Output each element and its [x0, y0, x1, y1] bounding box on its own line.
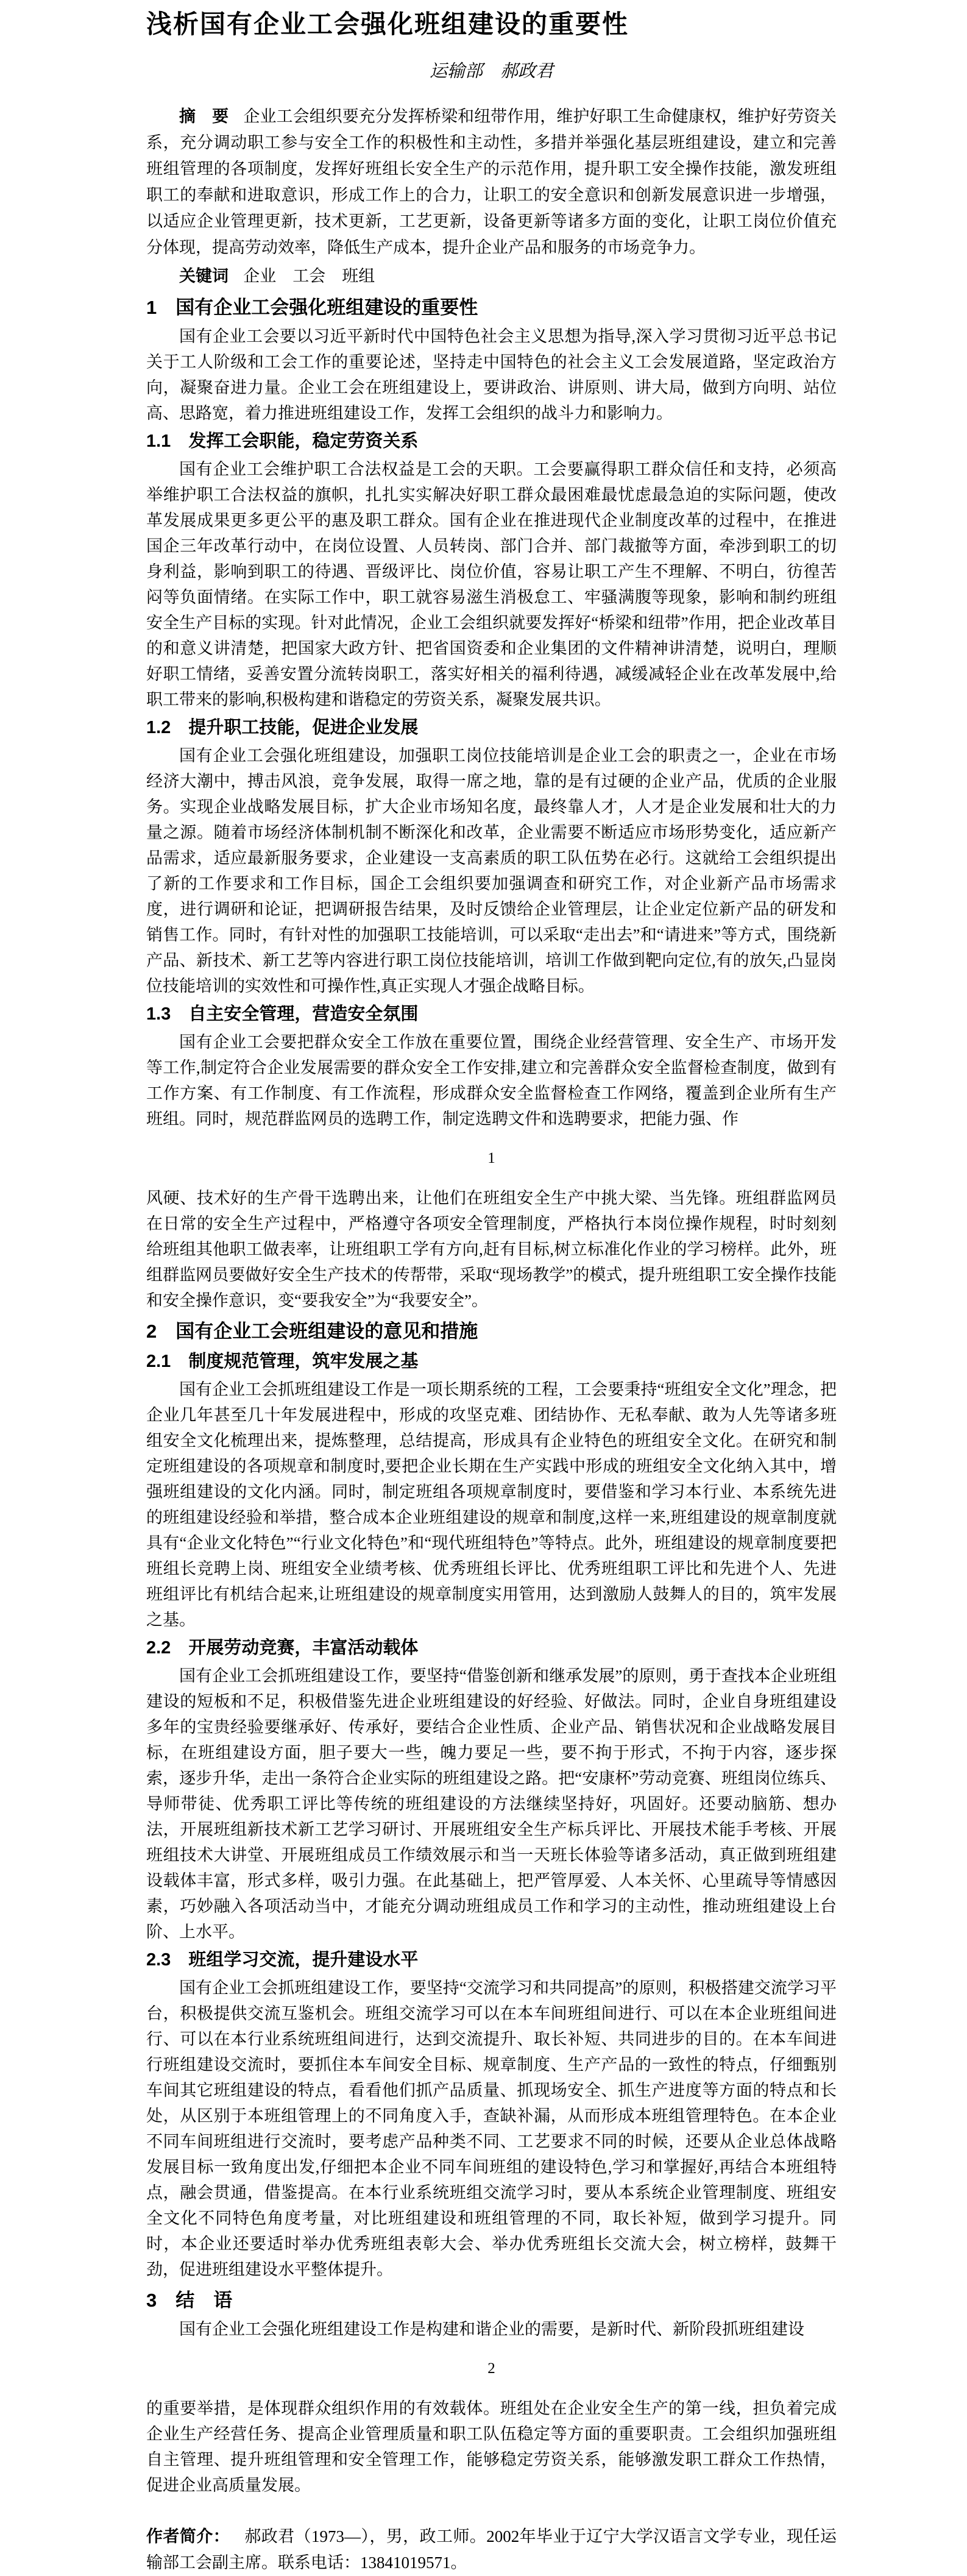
section-1-3-heading: 1.3 自主安全管理，营造安全氛围 — [146, 1004, 419, 1024]
section-1-intro: 国有企业工会要以习近平新时代中国特色社会主义思想为指导,深入学习贯彻习近平总书记关于工人阶级和工会工作的重要论述，坚持走中国特色的社会主义工会发展道路，坚定政治方向，凝聚奋进力量。企业工会在班组建设上，要讲政治、讲原则、讲大局，做到方向明、站位高、思路宽，着力推进班组建设工作，发挥工会组织的战斗力和影响力。 — [146, 327, 837, 422]
keywords-line — [146, 263, 837, 289]
section-2-1-heading: 2.1 制度规范管理，筑牢发展之基 — [146, 1352, 419, 1371]
section-2-3-body: 国有企业工会抓班组建设工作，要坚持“交流学习和共同提高”的原则，积极搭建交流学习平台，积极提供交流互鉴机会。班组交流学习可以在本车间班组间进行、可以在本企业班组间进行、可以在本行业系统班组间进行，达到交流提升、取长补短、共同进步的目的。在本车间进行班组建设交流时，要抓住本车间安全目标、规章制度、生产产品的一致性的特点，仔细甄别车间其它班组建设的特点，看看他们抓产品质量、抓现场安全、抓生产进度等方面的特点和长处，从区别于本班组管理上的不同角度入手，查缺补漏，从而形成本班组管理特色。在本企业不同车间班组进行交流时，要考虑产品种类不同、工艺要求不同的时候，还要从企业总体战略发展目标一致角度出发,仔细把本企业不同车间班组的建设特色,学习和掌握好,再结合本班组特点，融会贯通，借鉴提高。在本行业系统班组交流学习时，要从本系统企业管理制度、班组安全文化不同特色角度考量，对比班组建设和班组管理的不同，取长补短，做到学习提升。同时，本企业还要适时举办优秀班组表彰大会、举办优秀班组长交流大会，树立榜样，鼓舞干劲，促进班组建设水平整体提升。 — [146, 1979, 837, 2279]
section-3-body: 国有企业工会强化班组建设工作是构建和谐企业的需要，是新时代、新阶段抓班组建设 — [179, 2320, 804, 2338]
abstract-paragraph — [146, 104, 837, 261]
author-bio-label: 作者简介： — [146, 2527, 230, 2546]
author-bio — [146, 2524, 837, 2576]
section-2-2-heading: 2.2 开展劳动竞赛，丰富活动载体 — [146, 1638, 419, 1658]
document-title: 浅析国有企业工会强化班组建设的重要性 — [146, 10, 629, 38]
author-line: 运输部 郝政君 — [429, 62, 553, 81]
abstract-text: 企业工会组织要充分发挥桥梁和纽带作用，维护好职工生命健康权，维护好劳资关系，充分调动职工参与安全工作的积极性和主动性，多措并举强化基层班组建设，建立和完善班组管理的各项制度，发挥好班组长安全生产的示范作用，提升职工安全操作技能，激发班组职工的奉献和进取意识，形成工作上的合力，让职工的安全意识和创新发展意识进一步增强，以适应企业管理更新，技术更新，工艺更新，设备更新等诸多方面的变化，让职工岗位价值充分体现，提高劳动效率，降低生产成本，提升企业产品和服务的市场竞争力。 — [146, 107, 837, 257]
page-number-2: 2 — [487, 2360, 495, 2377]
section-1-2-heading: 1.2 提升职工技能，促进企业发展 — [146, 718, 419, 737]
section-2-3-heading: 2.3 班组学习交流，提升建设水平 — [146, 1950, 419, 1970]
page-number-1: 1 — [487, 1150, 495, 1166]
section-1-heading: 1 国有企业工会强化班组建设的重要性 — [146, 297, 478, 318]
keywords-label: 关键词 — [179, 267, 228, 285]
section-1-3-body: 国有企业工会要把群众安全工作放在重要位置，围绕企业经营管理、安全生产、市场开发等工作,制定符合企业发展需要的群众安全工作安排,建立和完善群众安全监督检查制度，做到有工作方案、有工作制度、有工作流程，形成群众安全监督检查工作网络，覆盖到企业所有生产班组。同时，规范群监网员的选聘工作，制定选聘文件和选聘要求，把能力强、作 — [146, 1033, 837, 1128]
section-1-3-body-continued: 风硬、技术好的生产骨干选聘出来，让他们在班组安全生产中挑大梁、当先锋。班组群监网员在日常的安全生产过程中，严格遵守各项安全管理制度，严格执行本岗位操作规程，时时刻刻给班组其他职工做表率，让班组职工学有方向,赶有目标,树立标准化作业的学习榜样。此外，班组群监网员要做好安全生产技术的传帮带，采取“现场教学”的模式，提升班组职工安全操作技能和安全操作意识，变“要我安全”为“我要安全”。 — [146, 1189, 837, 1310]
section-3-heading: 3 结 语 — [146, 2290, 233, 2311]
section-1-2-body: 国有企业工会强化班组建设，加强职工岗位技能培训是企业工会的职责之一，企业在市场经济大潮中，搏击风浪，竞争发展，取得一席之地，靠的是有过硬的企业产品，优质的企业服务。实现企业战略发展目标，扩大企业市场知名度，最终靠人才，人才是企业发展和壮大的力量之源。随着市场经济体制机制不断深化和改革，企业需要不断适应市场形势变化，适应新产品需求，适应最新服务要求，企业建设一支高素质的职工队伍势在必行。这就给工会组织提出了新的工作要求和工作目标，国企工会组织要加强调查和研究工作，对企业新产品市场需求度，进行调研和论证，把调研报告结果，及时反馈给企业管理层，让企业定位新产品的研发和销售工作。同时，有针对性的加强职工技能培训，可以采取“走出去”和“请进来”等方式，围绕新产品、新技术、新工艺等内容进行职工岗位技能培训，培训工作做到靶向定位,有的放矢,凸显岗位技能培训的实效性和可操作性,真正实现人才强企战略目标。 — [146, 747, 837, 995]
abstract-label: 摘 要 — [179, 107, 229, 126]
section-2-1-body: 国有企业工会抓班组建设工作是一项长期系统的工程，工会要秉持“班组安全文化”理念，把企业几年甚至几十年发展进程中，形成的攻坚克难、团结协作、无私奉献、敢为人先等诸多班组安全文化梳理出来，提炼整理，总结提高，形成具有企业特色的班组安全文化。在研究和制定班组建设的各项规章和制度时,要把企业长期在生产实践中形成的班组安全文化纳入其中，增强班组建设的文化内涵。同时，制定班组各项规章制度时，要借鉴和学习本行业、本系统先进的班组建设经验和举措，整合成本企业班组建设的规章和制度,这样一来,班组建设的规章制度就具有“企业文化特色”“行业文化特色”和“现代班组特色”等特点。此外，班组建设的规章制度要把班组长竞聘上岗、班组安全业绩考核、优秀班组长评比、优秀班组职工评比和先进个人、先进班组评比有机结合起来,让班组建设的规章制度实用管用，达到激励人鼓舞人的目的，筑牢发展之基。 — [146, 1380, 837, 1629]
section-2-heading: 2 国有企业工会班组建设的意见和措施 — [146, 1321, 478, 1342]
section-3-body-continued: 的重要举措，是体现群众组织作用的有效载体。班组处在企业安全生产的第一线，担负着完成企业生产经营任务、提高企业管理质量和职工队伍稳定等方面的重要职责。工会组织加强班组自主管理、提升班组管理和安全管理工作，能够稳定劳资关系，能够激发职工群众工作热情，促进企业高质量发展。 — [146, 2399, 837, 2494]
section-1-1-heading: 1.1 发挥工会职能，稳定劳资关系 — [146, 431, 419, 451]
keywords-text: 企业 工会 班组 — [243, 267, 375, 285]
author-bio-text: 郝政君（1973—），男，政工师。2002年毕业于辽宁大学汉语言文学专业，现任运输部工会副主席。联系电话：13841019571。 — [146, 2527, 837, 2572]
section-1-1-body: 国有企业工会维护职工合法权益是工会的天职。工会要赢得职工群众信任和支持，必须高举维护职工合法权益的旗帜，扎扎实实解决好职工群众最困难最忧虑最急迫的实际问题，使改革发展成果更多更公平的惠及职工群众。国有企业在推进现代企业制度改革的过程中，在推进国企三年改革行动中，在岗位设置、人员转岗、部门合并、部门裁撤等方面，牵涉到职工的切身利益，影响到职工的待遇、晋级评比、岗位价值，容易让职工产生不理解、不明白，彷徨苦闷等负面情绪。在实际工作中，职工就容易滋生消极怠工、牢骚满腹等现象，影响和制约班组安全生产目标的实现。针对此情况，企业工会组织就要发挥好“桥梁和纽带”作用，把企业改革目的和意义讲清楚，把国家大政方针、把省国资委和企业集团的文件精神讲清楚，说明白，理顺好职工情绪，妥善安置分流转岗职工，落实好相关的福利待遇，减缓减轻企业在改革发展中,给职工带来的影响,积极构建和谐稳定的劳资关系，凝聚发展共识。 — [146, 460, 837, 709]
section-2-2-body: 国有企业工会抓班组建设工作，要坚持“借鉴创新和继承发展”的原则，勇于查找本企业班组建设的短板和不足，积极借鉴先进企业班组建设的好经验、好做法。同时，企业自身班组建设多年的宝贵经验要继承好、传承好，要结合企业性质、企业产品、销售状况和企业战略发展目标，在班组建设方面，胆子要大一些，魄力要足一些，要不拘于形式，不拘于内容，逐步探索，逐步升华，走出一条符合企业实际的班组建设之路。把“安康杯”劳动竞赛、班组岗位练兵、导师带徒、优秀职工评比等传统的班组建设的方法继续坚持好，巩固好。还要动脑筋、想办法，开展班组新技术新工艺学习研讨、开展班组安全生产标兵评比、开展技术能手考核、开展班组技术大讲堂、开展班组成员工作绩效展示和当一天班长体验等诸多活动，真正做到班组建设载体丰富，形式多样，吸引力强。在此基础上，把严管厚爱、人本关怀、心里疏导等情感因素，巧妙融入各项活动当中，才能充分调动班组成员工作和学习的主动性，推动班组建设上台阶、上水平。 — [146, 1667, 837, 1941]
